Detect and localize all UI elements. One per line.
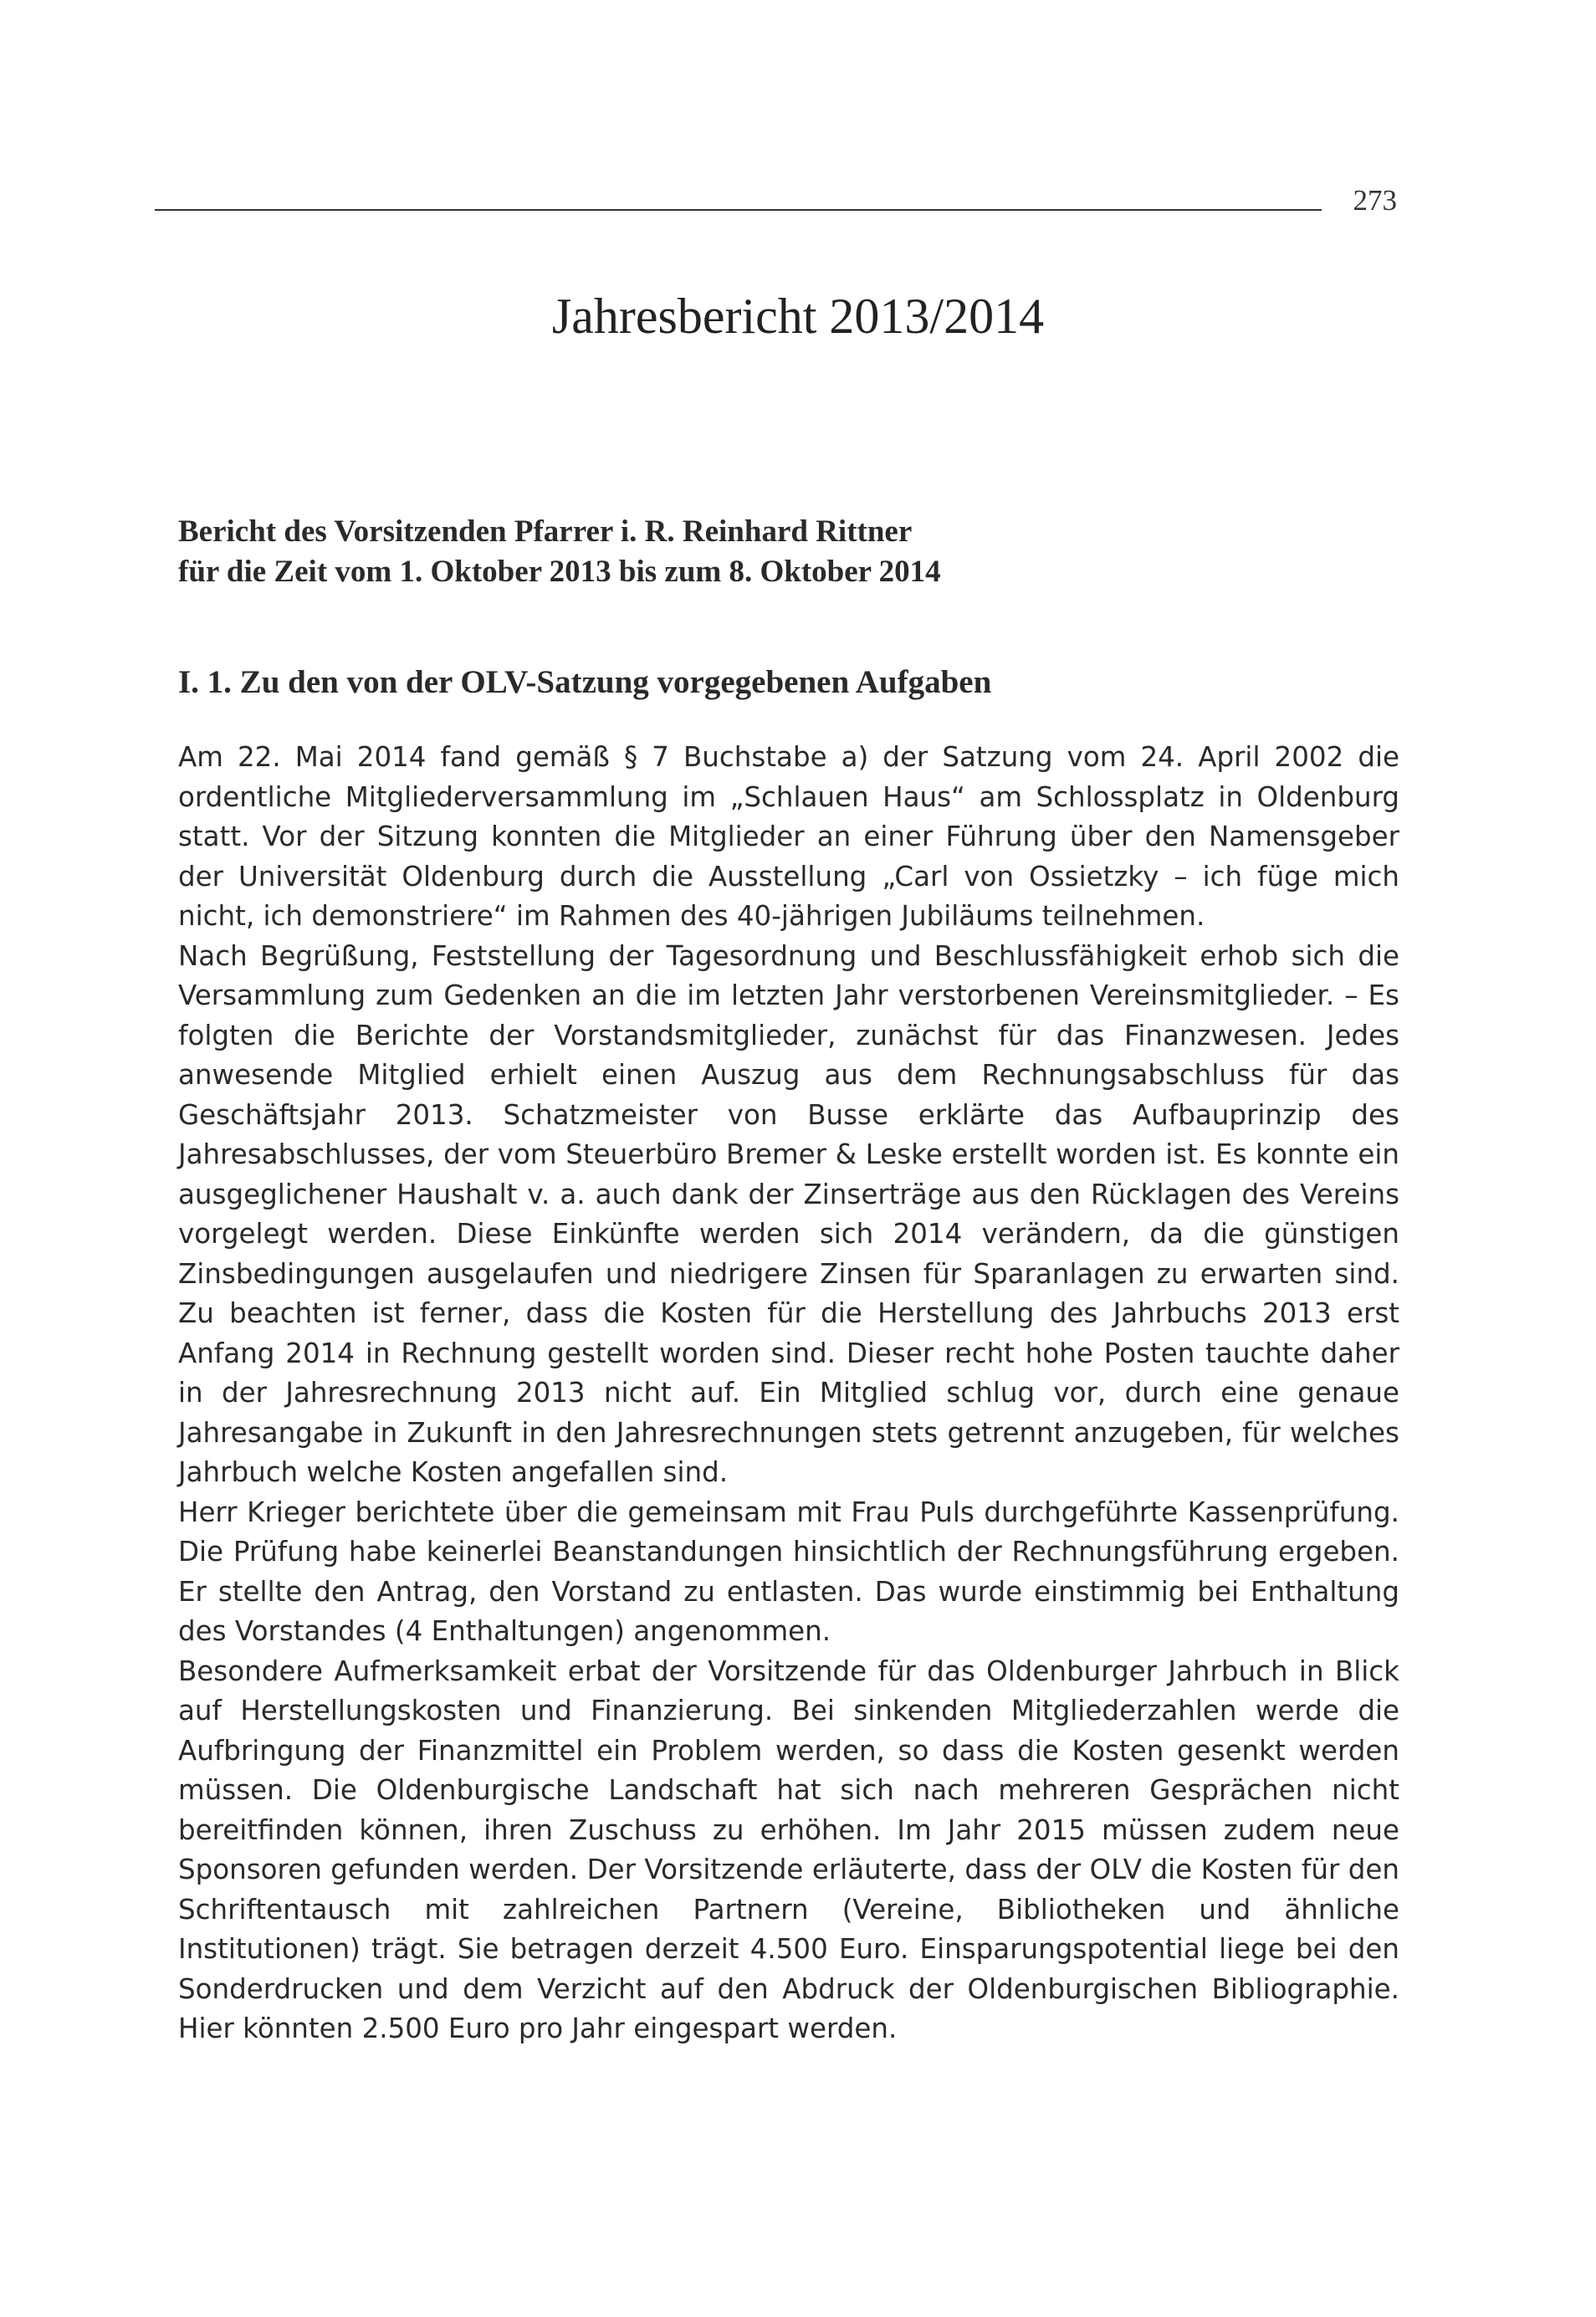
- page-number: 273: [1353, 184, 1397, 217]
- paragraph-1: Am 22. Mai 2014 fand gemäß § 7 Buchstabe a) der Satzung vom 24. April 2002 die ordentliche Mitgliederversammlung im „Schlauen Haus“ am Schlossplatz in Oldenburg statt. Vor der Sitzung konnten die Mitglieder an einer Führung über den Namensgeber der Universität Oldenburg durch die Ausstellung „Carl von Ossietzky – ich füge mich nicht, ich demonstriere“ im Rahmen des 40-jährigen Jubiläums teilnehmen.: [178, 741, 1399, 932]
- report-heading: [178, 512, 1399, 592]
- body-text: [178, 738, 1399, 2049]
- document-title: Jahresbericht 2013/2014: [551, 289, 1045, 344]
- report-heading-line-1: Bericht des Vorsitzenden Pfarrer i. R. Reinhard Rittner: [178, 514, 913, 549]
- paragraph-3: Herr Krieger berichtete über die gemeinsam mit Frau Puls durchgeführte Kassenprüfung. Die Prüfung habe keinerlei Beanstandungen hinsichtlich der Rechnungsführung ergeben. Er stellte den Antrag, den Vorstand zu entlasten. Das wurde einstimmig bei Enthaltung des Vorstandes (4 Enthaltungen) angenommen.: [178, 1496, 1399, 1647]
- report-heading-line-2: für die Zeit vom 1. Oktober 2013 bis zum 8. Oktober 2014: [178, 555, 941, 589]
- section-heading: I. 1. Zu den von der OLV-Satzung vorgegebenen Aufgaben: [178, 664, 992, 700]
- header-rule: [155, 209, 1322, 211]
- paragraph-4: Besondere Aufmerksamkeit erbat der Vorsitzende für das Oldenburger Jahrbuch in Blick auf Herstellungskosten und Finanzierung. Bei sinkenden Mitgliederzahlen werde die Aufbringung der Finanzmittel ein Problem werden, so dass die Kosten gesenkt werden müssen. Die Oldenburgische Landschaft hat sich nach mehreren Gesprächen nicht bereitfinden können, ihren Zuschuss zu erhöhen. Im Jahr 2015 müssen zudem neue Sponsoren gefunden werden. Der Vorsitzende erläuterte, dass der OLV die Kosten für den Schriftentausch mit zahlreichen Partnern (Vereine, Bibliotheken und ähnliche Institutionen) trägt. Sie betragen derzeit 4.500 Euro. Einsparungspotential liege bei den Sonderdrucken und dem Verzicht auf den Abdruck der Oldenburgischen Bibliographie. Hier könnten 2.500 Euro pro Jahr eingespart werden.: [178, 1655, 1399, 2044]
- paragraph-2: Nach Begrüßung, Feststellung der Tagesordnung und Beschlussfähigkeit erhob sich die Versammlung zum Gedenken an die im letzten Jahr verstorbenen Vereinsmitglieder. – Es folgten die Berichte der Vorstandsmitglieder, zunächst für das Finanzwesen. Jedes anwesende Mitglied erhielt einen Auszug aus dem Rechnungsabschluss für das Geschäftsjahr 2013. Schatzmeister von Busse erklärte das Aufbauprinzip des Jahresabschlusses, der vom Steuerbüro Bremer & Leske erstellt worden ist. Es konnte ein ausgeglichener Haushalt v. a. auch dank der Zinserträge aus den Rücklagen des Vereins vorgelegt werden. Diese Einkünfte werden sich 2014 verändern, da die günstigen Zinsbedingungen ausgelaufen und niedrigere Zinsen für Sparanlagen zu erwarten sind. Zu beachten ist ferner, dass die Kosten für die Herstellung des Jahrbuchs 2013 erst Anfang 2014 in Rechnung gestellt worden sind. Dieser recht hohe Posten tauchte daher in der Jahresrechnung 2013 nicht auf. Ein Mitglied schlug vor, durch eine genaue Jahresangabe in Zukunft in den Jahresrechnungen stets getrennt anzugeben, für welches Jahrbuch welche Kosten angefallen sind.: [178, 939, 1399, 1488]
